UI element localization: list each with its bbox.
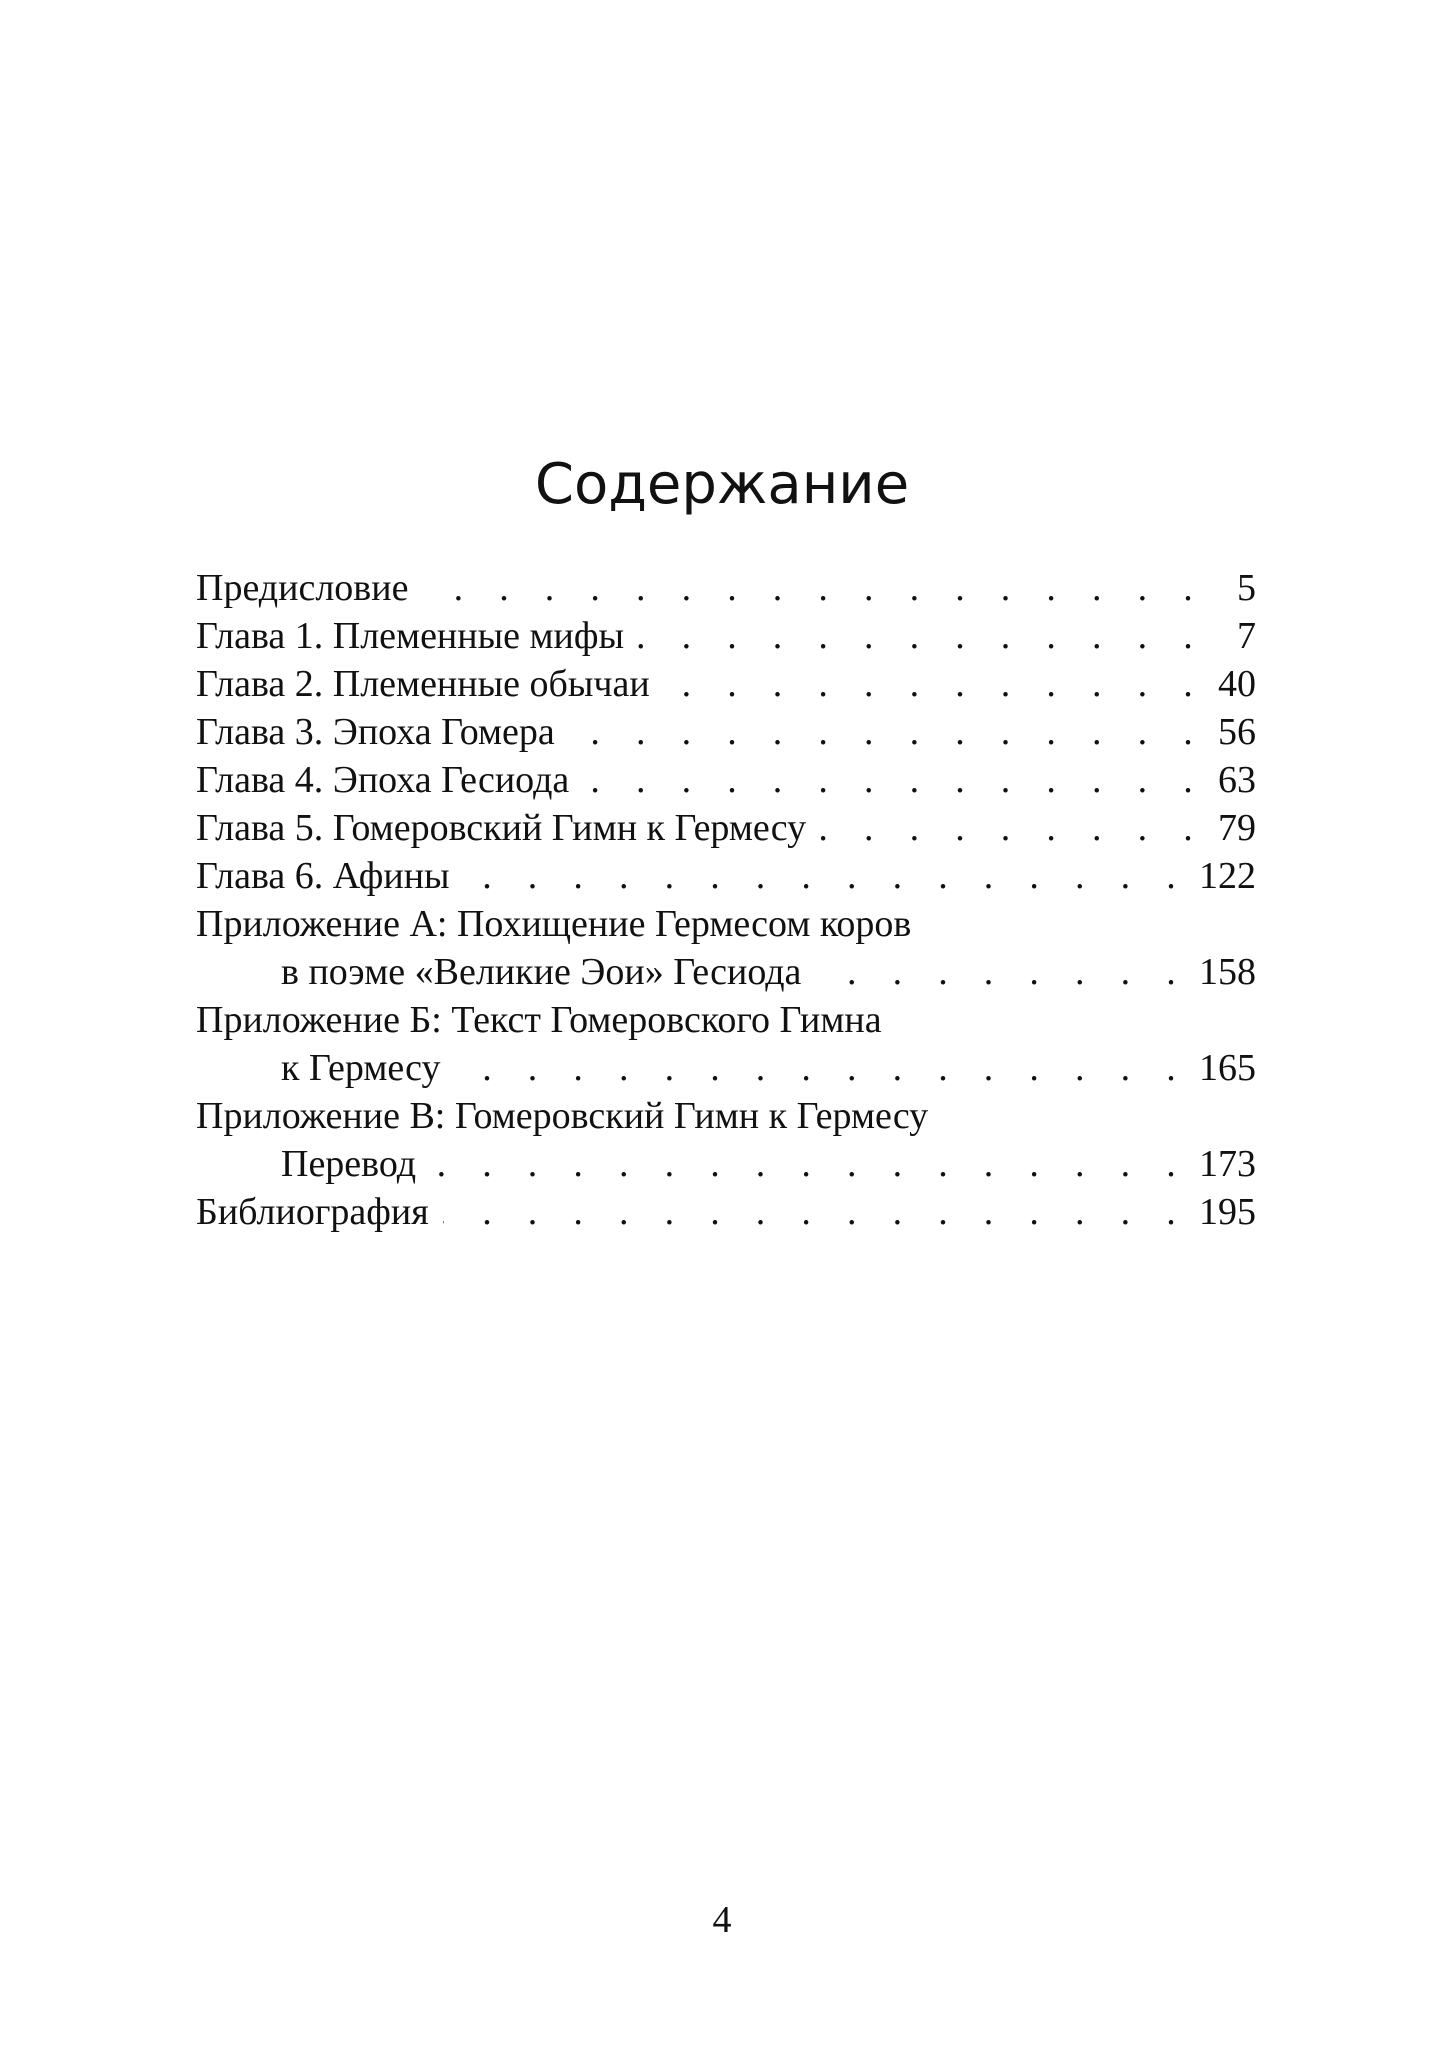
dot-leader: [820, 804, 1206, 852]
toc-page-number: 40: [1218, 663, 1256, 705]
toc-page-number: 79: [1218, 807, 1256, 849]
page-title: Содержание: [534, 452, 910, 517]
toc-entry-line: [196, 708, 1256, 756]
dot-leader: [664, 660, 1206, 708]
toc-page-number: 5: [1237, 567, 1256, 609]
dot-leader: [430, 1140, 1189, 1188]
toc-page-number: 122: [1199, 855, 1256, 897]
toc-entry-line: [196, 564, 1256, 612]
dot-leader: [638, 612, 1206, 660]
toc-page-number: 195: [1199, 1191, 1256, 1233]
toc-entry-title: Предисловие: [196, 567, 409, 609]
toc-entry-line: [196, 1092, 1256, 1140]
toc-entry-title: Приложение В: Гомеровский Гимн к Гермесу: [196, 1095, 929, 1137]
toc-entry-line: [196, 660, 1256, 708]
toc-entry-line: [196, 948, 1256, 996]
toc-page-number: 63: [1218, 759, 1256, 801]
toc-entry-line: [196, 804, 1256, 852]
toc-entry-line: [196, 756, 1256, 804]
page-number: 4: [712, 1899, 732, 1941]
toc-page-number: 56: [1218, 711, 1256, 753]
toc-entry[interactable]: [196, 660, 1256, 708]
dot-leader: [464, 852, 1189, 900]
toc-entry-title: Перевод: [281, 1143, 417, 1185]
toc-entry-title: Приложение А: Похищение Гермесом коров: [196, 903, 912, 945]
toc-entry-title: к Гермесу: [281, 1047, 441, 1089]
toc-entry-title: Глава 5. Гомеровский Гимн к Гермесу: [196, 807, 807, 849]
toc-entry-title: Глава 3. Эпоха Гомера: [196, 711, 555, 753]
toc-entry-title: Библиография: [196, 1191, 429, 1233]
dot-leader: [443, 1188, 1189, 1236]
toc-page-number: 173: [1199, 1143, 1256, 1185]
toc-entry-title: Глава 1. Племенные мифы: [196, 615, 625, 657]
toc-entry-title: Глава 2. Племенные обычаи: [196, 663, 650, 705]
dot-leader: [422, 564, 1206, 612]
toc-entry-title: Приложение Б: Текст Гомеровского Гимна: [196, 999, 882, 1041]
toc-page-number: 7: [1237, 615, 1256, 657]
toc-entry-line: [196, 612, 1256, 660]
toc-entry-title: в поэме «Великие Эои» Гесиода: [281, 951, 802, 993]
toc-entry-line: [196, 1044, 1256, 1092]
dot-leader: [815, 948, 1189, 996]
dot-leader: [455, 1044, 1189, 1092]
toc-entry-line: [196, 1140, 1256, 1188]
toc-page-number: 158: [1199, 951, 1256, 993]
toc-entry[interactable]: [196, 804, 1256, 852]
toc-entry-title: Глава 6. Афины: [196, 855, 450, 897]
toc-entry-line: [196, 996, 1256, 1044]
toc-entry[interactable]: [196, 1188, 1256, 1236]
toc-entry[interactable]: [196, 708, 1256, 756]
toc-entry[interactable]: [196, 756, 1256, 804]
table-of-contents: [196, 564, 1256, 1236]
toc-entry-line: [196, 1188, 1256, 1236]
toc-entry[interactable]: [196, 900, 1256, 996]
toc-entry-title: Глава 4. Эпоха Гесиода: [196, 759, 570, 801]
toc-entry-line: [196, 852, 1256, 900]
dot-leader: [583, 756, 1206, 804]
toc-entry-line: [196, 900, 1256, 948]
dot-leader: [569, 708, 1206, 756]
toc-entry[interactable]: [196, 612, 1256, 660]
toc-entry[interactable]: [196, 1092, 1256, 1188]
toc-entry[interactable]: [196, 852, 1256, 900]
toc-page-number: 165: [1199, 1047, 1256, 1089]
toc-entry[interactable]: [196, 564, 1256, 612]
toc-entry[interactable]: [196, 996, 1256, 1092]
